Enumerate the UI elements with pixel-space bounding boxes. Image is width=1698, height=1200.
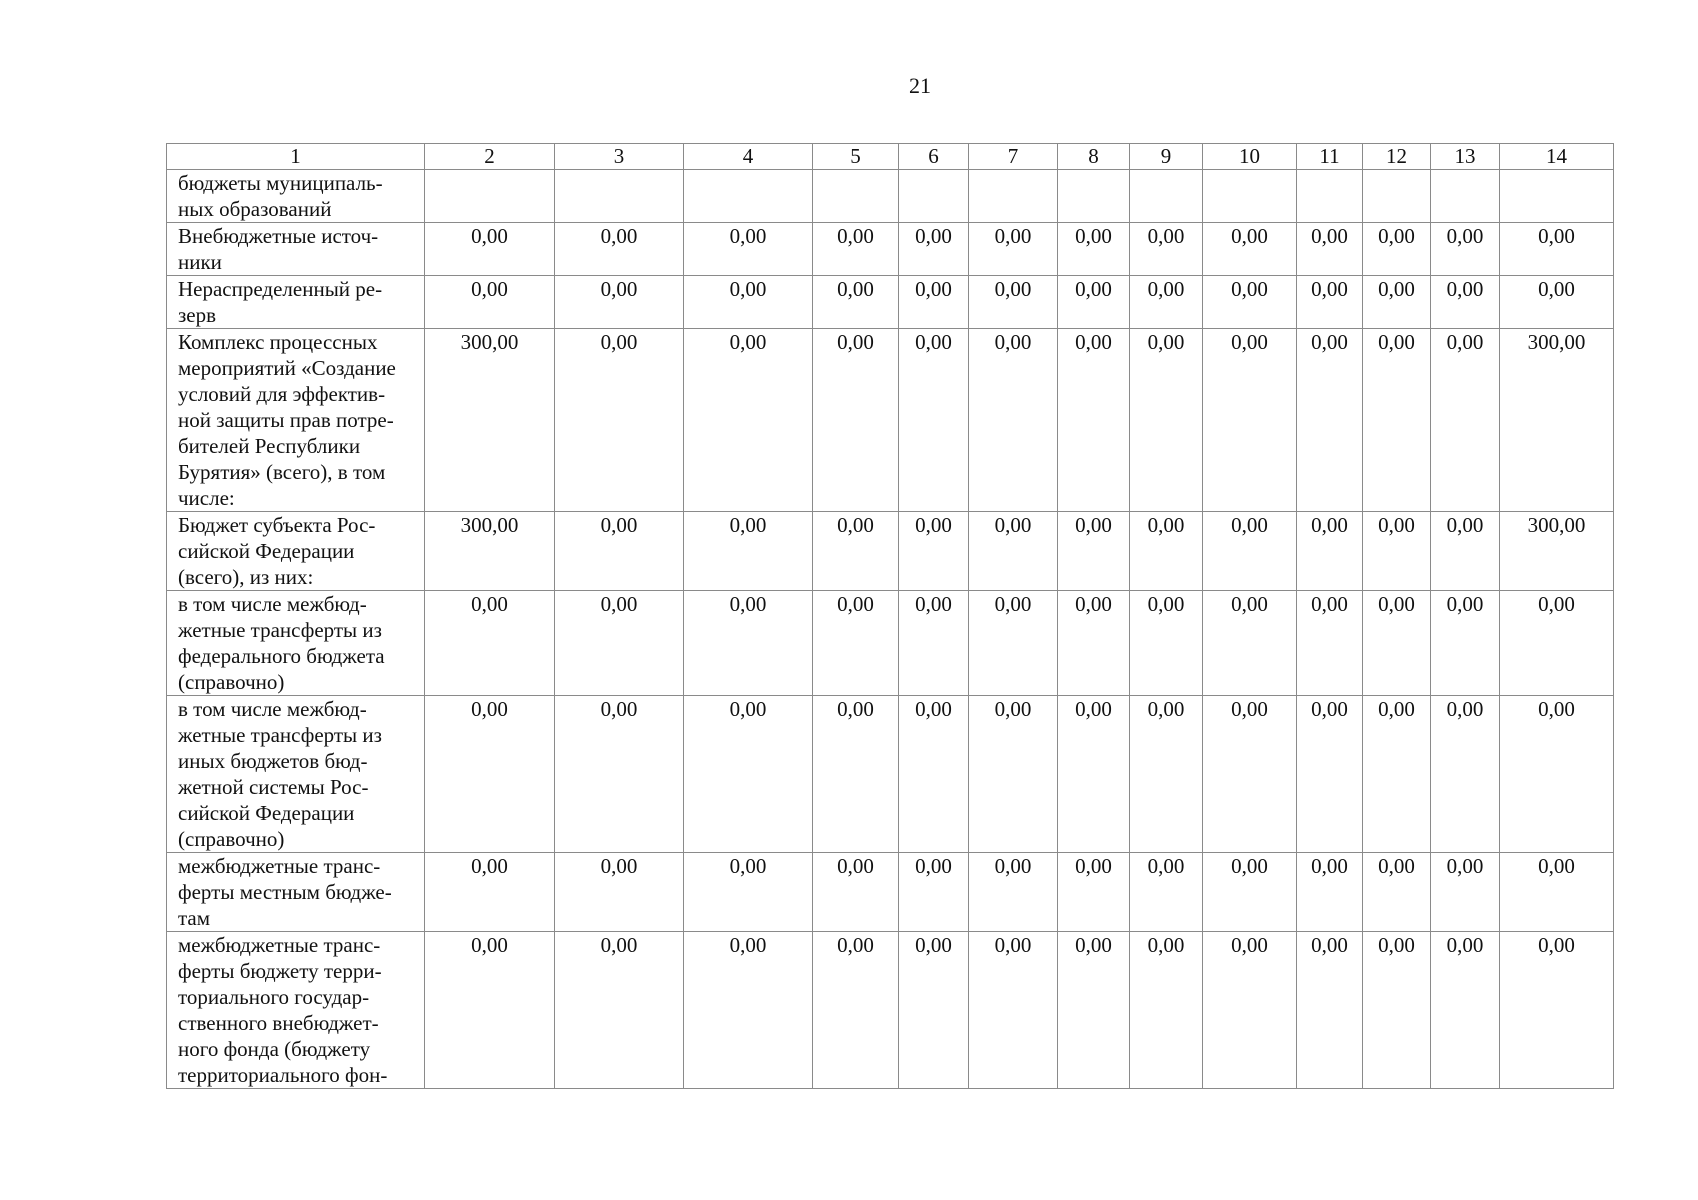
- value-cell: 0,00: [1203, 853, 1297, 932]
- value-cell: 300,00: [1500, 512, 1614, 591]
- value-cell: 0,00: [1058, 853, 1130, 932]
- column-header: 3: [555, 144, 684, 170]
- value-cell: 0,00: [1203, 329, 1297, 512]
- value-cell: 300,00: [425, 512, 555, 591]
- value-cell: 0,00: [813, 853, 899, 932]
- value-cell: [1130, 170, 1203, 223]
- value-cell: 0,00: [899, 276, 969, 329]
- value-cell: 0,00: [1058, 223, 1130, 276]
- value-cell: 0,00: [969, 223, 1058, 276]
- value-cell: 0,00: [1297, 591, 1363, 696]
- value-cell: 0,00: [1058, 591, 1130, 696]
- value-cell: 0,00: [969, 696, 1058, 853]
- value-cell: 0,00: [684, 591, 813, 696]
- value-cell: 0,00: [969, 512, 1058, 591]
- value-cell: 0,00: [684, 223, 813, 276]
- value-cell: 0,00: [555, 932, 684, 1089]
- column-header: 8: [1058, 144, 1130, 170]
- value-cell: 0,00: [1431, 591, 1500, 696]
- value-cell: 0,00: [1203, 276, 1297, 329]
- row-label: в том числе межбюд- жетные трансферты из федерального бюджета (справочно): [167, 591, 425, 696]
- column-header: 11: [1297, 144, 1363, 170]
- table-row: [167, 591, 1614, 696]
- table-row: [167, 329, 1614, 512]
- value-cell: 0,00: [1297, 932, 1363, 1089]
- row-label: в том числе межбюд- жетные трансферты из иных бюджетов бюд- жетной системы Рос- сийской Федерации (справочно): [167, 696, 425, 853]
- value-cell: [1363, 170, 1431, 223]
- value-cell: 0,00: [1297, 329, 1363, 512]
- value-cell: 0,00: [1431, 276, 1500, 329]
- value-cell: [555, 170, 684, 223]
- column-header: 5: [813, 144, 899, 170]
- value-cell: [1431, 170, 1500, 223]
- value-cell: 0,00: [555, 853, 684, 932]
- value-cell: 0,00: [899, 696, 969, 853]
- value-cell: 0,00: [1363, 591, 1431, 696]
- value-cell: 0,00: [813, 329, 899, 512]
- value-cell: 0,00: [1431, 329, 1500, 512]
- value-cell: 300,00: [425, 329, 555, 512]
- value-cell: [1203, 170, 1297, 223]
- value-cell: 0,00: [1130, 591, 1203, 696]
- value-cell: 0,00: [1130, 329, 1203, 512]
- value-cell: 0,00: [899, 512, 969, 591]
- table-row: [167, 512, 1614, 591]
- table-row: [167, 932, 1614, 1089]
- table-row: [167, 170, 1614, 223]
- value-cell: 0,00: [1431, 223, 1500, 276]
- value-cell: 0,00: [425, 223, 555, 276]
- value-cell: 0,00: [684, 853, 813, 932]
- value-cell: 0,00: [1130, 696, 1203, 853]
- value-cell: 0,00: [1431, 696, 1500, 853]
- column-header: 9: [1130, 144, 1203, 170]
- column-header: 7: [969, 144, 1058, 170]
- value-cell: [684, 170, 813, 223]
- value-cell: 0,00: [1058, 696, 1130, 853]
- row-label: межбюджетные транс- ферты бюджету терри- ториального государ- ственного внебюджет- ного фонда (бюджету территориального фон-: [167, 932, 425, 1089]
- value-cell: [425, 170, 555, 223]
- value-cell: 0,00: [684, 696, 813, 853]
- column-header: 12: [1363, 144, 1431, 170]
- value-cell: 0,00: [969, 853, 1058, 932]
- value-cell: 0,00: [1130, 512, 1203, 591]
- value-cell: [813, 170, 899, 223]
- column-header: 6: [899, 144, 969, 170]
- row-label: Комплекс процессных мероприятий «Создание условий для эффектив- ной защиты прав потре- бителей Республики Бурятия» (всего), в том числе:: [167, 329, 425, 512]
- value-cell: 0,00: [899, 329, 969, 512]
- value-cell: [1297, 170, 1363, 223]
- value-cell: 0,00: [813, 512, 899, 591]
- value-cell: 0,00: [555, 276, 684, 329]
- value-cell: 0,00: [1363, 329, 1431, 512]
- value-cell: 0,00: [425, 932, 555, 1089]
- row-label: межбюджетные транс- ферты местным бюдже- там: [167, 853, 425, 932]
- value-cell: 0,00: [1297, 696, 1363, 853]
- column-header: 1: [167, 144, 425, 170]
- value-cell: 0,00: [555, 696, 684, 853]
- value-cell: 0,00: [813, 696, 899, 853]
- value-cell: 0,00: [1297, 512, 1363, 591]
- value-cell: [969, 170, 1058, 223]
- value-cell: 0,00: [1500, 932, 1614, 1089]
- value-cell: 0,00: [813, 932, 899, 1089]
- value-cell: 0,00: [555, 223, 684, 276]
- value-cell: 0,00: [555, 329, 684, 512]
- value-cell: 0,00: [1297, 276, 1363, 329]
- value-cell: 0,00: [1058, 932, 1130, 1089]
- value-cell: 0,00: [1363, 932, 1431, 1089]
- value-cell: 0,00: [1500, 223, 1614, 276]
- page-number: 21: [909, 73, 931, 98]
- row-label: бюджеты муниципаль- ных образований: [167, 170, 425, 223]
- value-cell: 0,00: [1500, 276, 1614, 329]
- row-label: Бюджет субъекта Рос- сийской Федерации (всего), из них:: [167, 512, 425, 591]
- value-cell: 0,00: [1130, 223, 1203, 276]
- value-cell: 0,00: [1363, 276, 1431, 329]
- table-header-row: [167, 144, 1614, 170]
- value-cell: 0,00: [684, 276, 813, 329]
- table-row: [167, 276, 1614, 329]
- value-cell: 0,00: [1500, 853, 1614, 932]
- value-cell: 0,00: [684, 932, 813, 1089]
- value-cell: 0,00: [425, 853, 555, 932]
- value-cell: 0,00: [1500, 696, 1614, 853]
- column-header: 4: [684, 144, 813, 170]
- value-cell: 0,00: [1500, 591, 1614, 696]
- value-cell: 0,00: [1130, 853, 1203, 932]
- value-cell: [899, 170, 969, 223]
- value-cell: 0,00: [1431, 932, 1500, 1089]
- table-body: [167, 170, 1614, 1089]
- value-cell: 0,00: [1203, 696, 1297, 853]
- value-cell: 0,00: [899, 853, 969, 932]
- table-row: [167, 853, 1614, 932]
- value-cell: 0,00: [1363, 696, 1431, 853]
- value-cell: [1500, 170, 1614, 223]
- value-cell: 0,00: [1363, 223, 1431, 276]
- table-row: [167, 696, 1614, 853]
- budget-table: [166, 143, 1614, 1089]
- value-cell: 300,00: [1500, 329, 1614, 512]
- value-cell: 0,00: [684, 512, 813, 591]
- value-cell: 0,00: [555, 591, 684, 696]
- value-cell: 0,00: [684, 329, 813, 512]
- value-cell: 0,00: [555, 512, 684, 591]
- value-cell: 0,00: [1058, 329, 1130, 512]
- value-cell: 0,00: [1297, 853, 1363, 932]
- value-cell: 0,00: [969, 329, 1058, 512]
- value-cell: 0,00: [1203, 932, 1297, 1089]
- column-header: 14: [1500, 144, 1614, 170]
- value-cell: 0,00: [1431, 853, 1500, 932]
- value-cell: 0,00: [969, 932, 1058, 1089]
- value-cell: 0,00: [425, 591, 555, 696]
- column-header: 10: [1203, 144, 1297, 170]
- table-row: [167, 223, 1614, 276]
- value-cell: 0,00: [1130, 932, 1203, 1089]
- value-cell: 0,00: [813, 276, 899, 329]
- value-cell: [1058, 170, 1130, 223]
- value-cell: 0,00: [425, 276, 555, 329]
- column-header: 2: [425, 144, 555, 170]
- value-cell: 0,00: [1203, 512, 1297, 591]
- value-cell: 0,00: [1363, 853, 1431, 932]
- value-cell: 0,00: [1130, 276, 1203, 329]
- value-cell: 0,00: [813, 223, 899, 276]
- value-cell: 0,00: [899, 591, 969, 696]
- value-cell: 0,00: [969, 591, 1058, 696]
- value-cell: 0,00: [1203, 591, 1297, 696]
- value-cell: 0,00: [425, 696, 555, 853]
- value-cell: 0,00: [1058, 512, 1130, 591]
- value-cell: 0,00: [1058, 276, 1130, 329]
- value-cell: 0,00: [969, 276, 1058, 329]
- value-cell: 0,00: [1203, 223, 1297, 276]
- value-cell: 0,00: [899, 223, 969, 276]
- value-cell: 0,00: [1297, 223, 1363, 276]
- value-cell: 0,00: [813, 591, 899, 696]
- value-cell: 0,00: [899, 932, 969, 1089]
- row-label: Нераспределенный ре- зерв: [167, 276, 425, 329]
- value-cell: 0,00: [1431, 512, 1500, 591]
- value-cell: 0,00: [1363, 512, 1431, 591]
- column-header: 13: [1431, 144, 1500, 170]
- row-label: Внебюджетные источ- ники: [167, 223, 425, 276]
